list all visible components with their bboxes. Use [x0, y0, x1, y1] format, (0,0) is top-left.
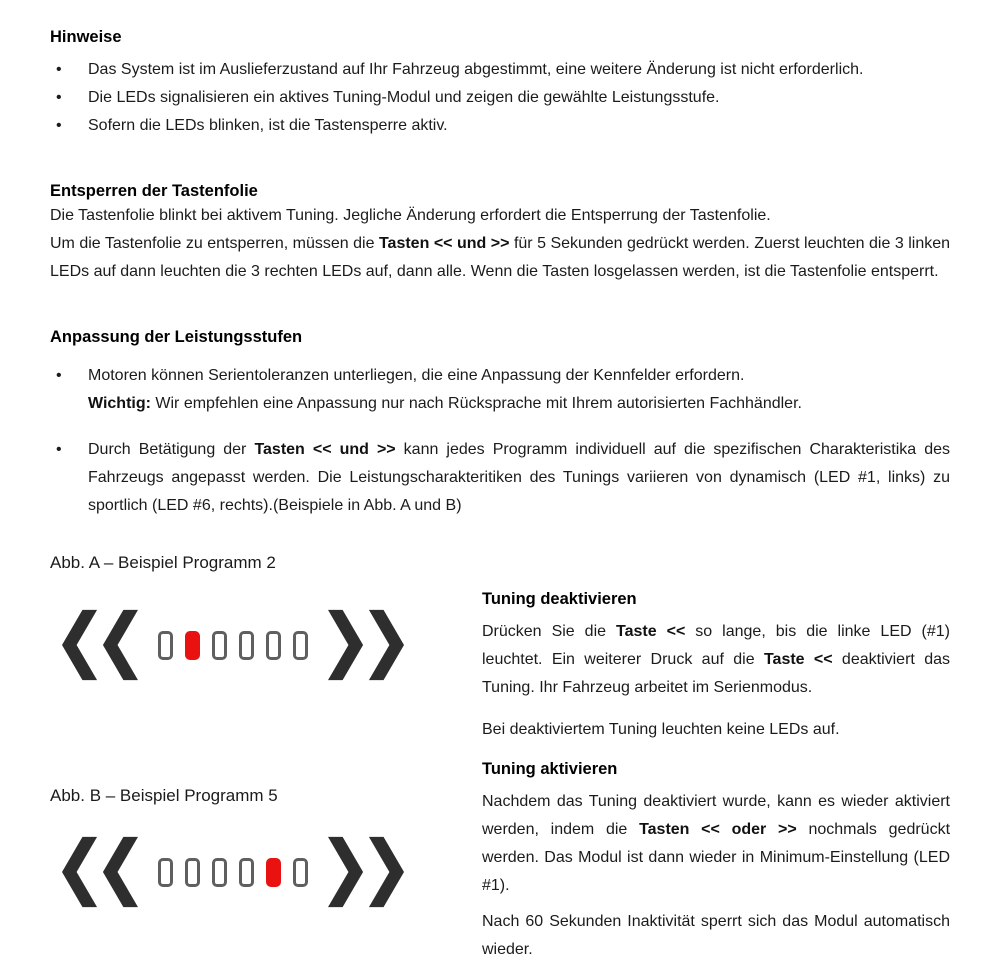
bullet-icon	[50, 84, 88, 112]
double-chevron-left-icon	[62, 835, 138, 909]
anpassung-b1-line1: Motoren können Serientoleranzen unterliegen, die eine Anpassung der Kennfelder erfordern.	[88, 367, 745, 384]
bullet-icon	[50, 362, 88, 418]
led-3	[212, 631, 227, 660]
led-2	[185, 858, 200, 887]
deaktivieren-paragraph-2: Bei deaktiviertem Tuning leuchten keine LEDs auf.	[482, 721, 840, 738]
hinweise-bullet-3-text: Sofern die LEDs blinken, ist die Tastensperre aktiv.	[88, 117, 448, 134]
hinweise-bullet-2-text: Die LEDs signalisieren ein aktives Tuning-Modul und zeigen die gewählte Leistungsstufe.	[88, 89, 720, 106]
section-title-entsperren: Entsperren der Tastenfolie	[50, 182, 258, 200]
led-5-active	[266, 858, 281, 887]
aktivieren-p1-pre: Nachdem das Tuning deaktiviert wurde, kann es wieder aktiviert werden, indem die	[482, 793, 950, 838]
section-title-hinweise: Hinweise	[50, 28, 122, 46]
anpassung-bullet-1-text	[88, 362, 950, 418]
led-1	[158, 858, 173, 887]
aktivieren-p1-post: nochmals gedrückt werden. Das Modul ist dann wieder in Minimum-Einstellung (LED #1).	[482, 821, 951, 894]
double-chevron-left-icon	[62, 608, 138, 682]
led-5	[266, 631, 281, 660]
tuning-column	[482, 552, 950, 964]
figure-a-led-display	[62, 608, 482, 682]
deaktivieren-p1-mid: so lange, bis die linke LED (#1) leuchtet. Ein weiterer Druck auf die	[482, 623, 950, 668]
figure-b-led-display	[62, 835, 482, 909]
aktivieren-paragraph-2: Nach 60 Sekunden Inaktivität sperrt sich das Modul automatisch wieder.	[482, 913, 950, 958]
led-row	[158, 631, 308, 660]
double-chevron-right-icon	[328, 835, 404, 909]
led-4	[239, 858, 254, 887]
aktivieren-p1-bold-keys: Tasten << oder >>	[639, 821, 797, 838]
entsperren-paragraph-2	[50, 230, 950, 286]
led-6	[293, 858, 308, 887]
hinweise-bullet-3	[50, 112, 950, 140]
deaktivieren-p1-bold-key-1: Taste <<	[616, 623, 686, 640]
led-2-active	[185, 631, 200, 660]
aktivieren-paragraph-1	[482, 788, 950, 900]
deaktivieren-p1-pre: Drücken Sie die	[482, 623, 617, 640]
anpassung-b2-pre: Durch Betätigung der	[88, 441, 255, 458]
deaktivieren-p1-post: deaktiviert das Tuning. Ihr Fahrzeug arbeitet im Serienmodus.	[482, 651, 950, 696]
figures-and-tuning-area	[50, 552, 950, 964]
anpassung-b2-post: kann jedes Programm individuell auf die spezifischen Charakteristika des Fahrzeugs angepasst werden. Die Leistungscharakteritiken des Tunings variieren von dynamisch (LED #1, links) zu sportlich (LED #6, rechts).(Beispiele in Abb. A und B)	[88, 441, 951, 514]
section-title-tuning-aktivieren: Tuning aktivieren	[482, 760, 618, 778]
deaktivieren-p1-bold-key-2: Taste <<	[763, 651, 833, 668]
entsperren-p2-post: für 5 Sekunden gedrückt werden. Zuerst leuchten die 3 linken LEDs auf dann leuchten die 3 rechten LEDs auf, dann alle. Wenn die Tasten losgelassen werden, ist die Tastenfolie entsperrt.	[50, 235, 951, 280]
led-4	[239, 631, 254, 660]
deaktivieren-paragraph-1	[482, 618, 950, 702]
figure-b-label: Abb. B – Beispiel Programm 5	[50, 786, 278, 805]
hinweise-bullet-2	[50, 84, 950, 112]
figure-a-label: Abb. A – Beispiel Programm 2	[50, 553, 276, 572]
entsperren-p2-bold-keys: Tasten << und >>	[378, 235, 510, 252]
anpassung-b2-bold-keys: Tasten << und >>	[254, 441, 396, 458]
anpassung-bullet-2-text	[88, 436, 950, 520]
bullet-icon	[50, 112, 88, 140]
hinweise-bullet-1-text: Das System ist im Auslieferzustand auf Ihr Fahrzeug abgestimmt, eine weitere Änderung ist nicht erforderlich.	[88, 61, 864, 78]
led-6	[293, 631, 308, 660]
led-1	[158, 631, 173, 660]
anpassung-b1-rest: Wir empfehlen eine Anpassung nur nach Rücksprache mit Ihrem autorisierten Fachhändler.	[150, 395, 802, 412]
section-title-tuning-deaktivieren: Tuning deaktivieren	[482, 590, 637, 608]
anpassung-b1-wichtig: Wichtig:	[88, 395, 151, 412]
anpassung-bullet-2	[50, 436, 950, 520]
entsperren-paragraph-1: Die Tastenfolie blinkt bei aktivem Tuning. Jegliche Änderung erfordert die Entsperrung der Tastenfolie.	[50, 207, 771, 224]
figures-column	[50, 552, 482, 964]
hinweise-bullet-1	[50, 56, 950, 84]
bullet-icon	[50, 436, 88, 520]
entsperren-p2-pre: Um die Tastenfolie zu entsperren, müssen die	[50, 235, 379, 252]
bullet-icon	[50, 56, 88, 84]
led-3	[212, 858, 227, 887]
anpassung-bullet-1	[50, 362, 950, 418]
led-row	[158, 858, 308, 887]
section-title-anpassung: Anpassung der Leistungsstufen	[50, 328, 303, 346]
double-chevron-right-icon	[328, 608, 404, 682]
